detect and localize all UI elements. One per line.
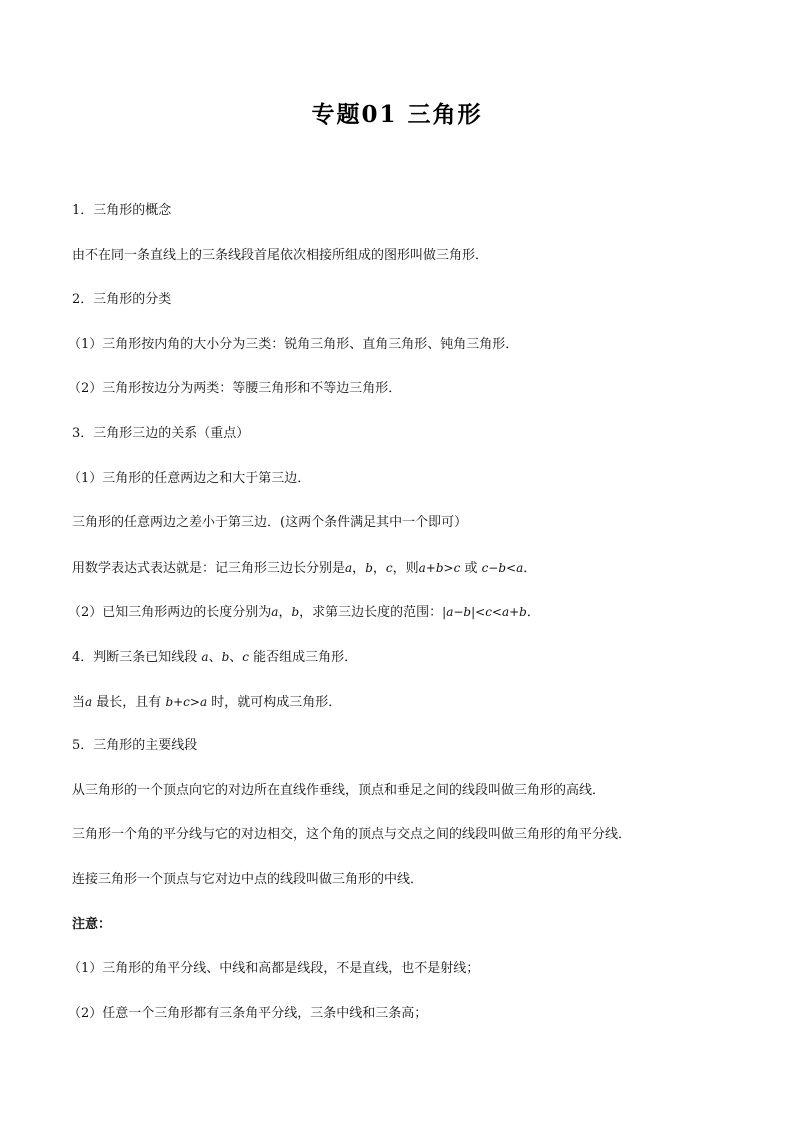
section-4-heading	[72, 645, 732, 690]
period: ．	[526, 605, 540, 621]
separator: 、	[208, 649, 222, 665]
expression-prefix: 用数学表达式表达就是：记三角形三边长分别是	[72, 560, 346, 576]
section-3-expression-line	[72, 556, 732, 601]
third-side-range: |a−b|<c<a+b	[442, 605, 527, 620]
section-3-line-2: 三角形的任意两边之差小于第三边．(这两个条件满足其中一个即可）	[72, 515, 468, 531]
condition-suffix: 时，就可构成三角形．	[207, 694, 342, 710]
variable-a: a	[271, 605, 279, 620]
document-body	[68, 199, 732, 1046]
conjunction-or: 或	[460, 560, 482, 576]
item-2-prefix: （2）已知三角形两边的长度分别为	[68, 605, 272, 621]
inequality-sum: a+b>c	[418, 560, 461, 575]
separator: ，	[352, 560, 366, 576]
variable-b: b	[221, 649, 230, 664]
condition-prefix: 当	[72, 694, 86, 710]
condition-middle: 最长，且有	[92, 694, 166, 710]
variable-b: b	[291, 605, 300, 620]
section-1-definition: 由不在同一条直线上的三条线段首尾依次相接所组成的图形叫做三角形．	[72, 247, 489, 263]
inequality-condition: b+c>a	[165, 694, 208, 709]
variable-a: a	[345, 560, 353, 575]
variable-a: a	[201, 649, 209, 664]
variable-a: a	[85, 694, 93, 709]
median-definition: 连接三角形一个顶点与它对边中点的线段叫做三角形的中线．	[72, 871, 424, 887]
section-4-condition-line	[72, 690, 732, 735]
separator: ，	[278, 605, 292, 621]
note-label: 注意：	[72, 916, 112, 932]
altitude-definition: 从三角形的一个顶点向它的对边所在直线作垂线，顶点和垂足之间的线段叫做三角形的高线．	[72, 782, 606, 798]
angle-bisector-definition: 三角形一个角的平分线与它的对边相交，这个角的顶点与交点之间的线段叫做三角形的角平分线．	[72, 827, 632, 843]
separator: ，	[372, 560, 386, 576]
document-title: 专题01 三角形	[311, 101, 483, 128]
section-1-heading: 1．三角形的概念	[72, 203, 172, 218]
section-2-item-2: （2）三角形按边分为两类：等腰三角形和不等边三角形．	[68, 381, 402, 397]
section-3-item-1: （1）三角形的任意两边之和大于第三边．	[68, 470, 311, 486]
section-2-item-1: （1）三角形按内角的大小分为三类：锐角三角形、直角三角形、钝角三角形．	[68, 336, 519, 352]
separator: ，则	[392, 560, 419, 576]
section-2-heading: 2．三角形的分类	[72, 292, 172, 308]
section-5-heading: 5．三角形的主要线段	[72, 738, 198, 754]
variable-c: c	[385, 560, 393, 575]
note-item-2: （2）任意一个三角形都有三条角平分线，三条中线和三条高；	[68, 1005, 428, 1021]
section-3-item-2	[68, 600, 732, 645]
variable-c: c	[242, 649, 250, 664]
period: ．	[523, 560, 537, 576]
section-3-heading: 3．三角形三边的关系（重点）	[72, 425, 250, 441]
note-item-1: （1）三角形的角平分线、中线和高都是线段，不是直线，也不是射线；	[68, 961, 480, 977]
inequality-difference: c−b<a	[481, 560, 524, 575]
item-2-middle: ，求第三边长度的范围：	[299, 605, 443, 621]
separator: 、	[229, 649, 243, 665]
variable-b: b	[365, 560, 373, 575]
heading-suffix: 能否组成三角形．	[249, 649, 358, 665]
heading-prefix: 4．判断三条已知线段	[72, 649, 202, 665]
